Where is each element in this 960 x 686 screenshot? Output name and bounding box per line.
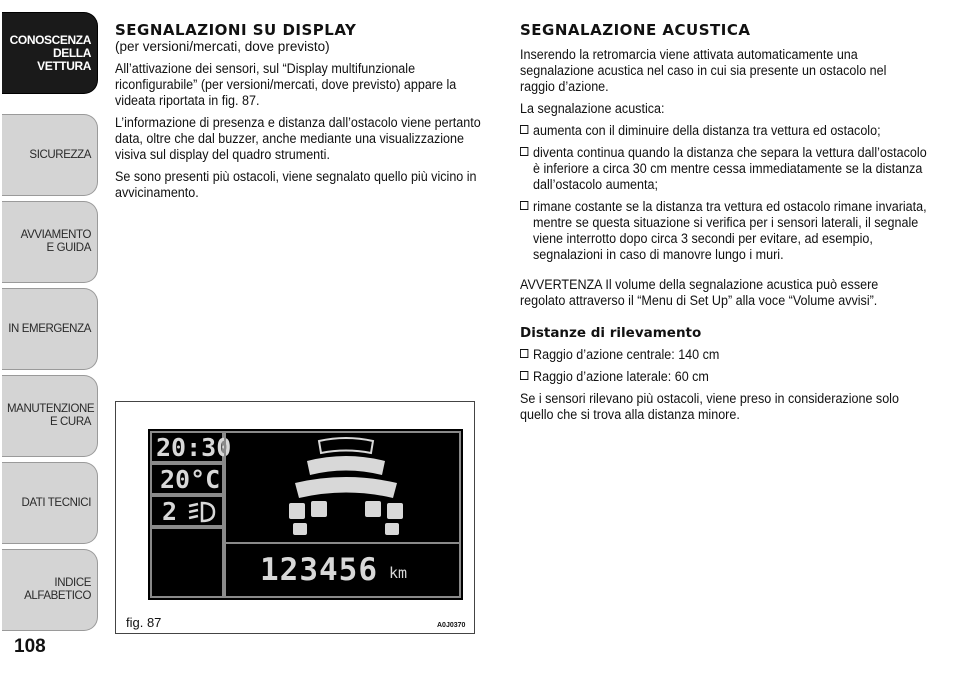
list-item-text: aumenta con il diminuire della distanza tra vettura ed ostacolo; <box>533 123 881 138</box>
checkbox-bullet-icon <box>520 349 528 358</box>
section-heading-display: SEGNALAZIONI SU DISPLAY <box>115 21 357 39</box>
page-number: 108 <box>14 636 46 657</box>
tab-conoscenza-della-vettura[interactable] <box>2 12 98 94</box>
headlight-icon <box>186 500 216 524</box>
tab-label: INDICE ALFABETICO <box>24 577 91 602</box>
list-item-text: Raggio d’azione centrale: 140 cm <box>533 347 720 362</box>
time-cell <box>150 431 232 463</box>
warning-note: AVVERTENZA Il volume della segnalazione acustica può essere regolato attraverso il “Menu di Set Up” alla voce “Volume avvisi”. <box>520 277 879 308</box>
list-item-text: Raggio d’azione laterale: 60 cm <box>533 369 709 384</box>
subheading-distances: Distanze di rilevamento <box>520 325 702 341</box>
temperature-cell <box>150 463 224 495</box>
paragraph: Se i sensori rilevano più ostacoli, viene preso in considerazione solo quello che si trova alla distanza minore. <box>520 391 899 422</box>
section-subtitle: (per versioni/mercati, dove previsto) <box>115 39 330 54</box>
tab-label: MANUTENZIONE E CURA <box>7 403 95 428</box>
tab-label: AVVIAMENTO E GUIDA <box>20 229 91 254</box>
paragraph: Se sono presenti più ostacoli, viene segnalato quello più vicino in avvicinamento. <box>115 169 477 200</box>
tab-label: DATI TECNICI <box>21 496 91 509</box>
tab-avviamento-e-guida[interactable] <box>2 201 98 283</box>
parking-sensor-arcs-icon <box>281 435 411 540</box>
checkbox-bullet-icon <box>520 201 528 210</box>
tab-sicurezza[interactable] <box>2 114 98 196</box>
paragraph: La segnalazione acustica: <box>520 101 665 116</box>
temperature-readout: 20°C <box>160 465 221 494</box>
left-column <box>115 0 495 201</box>
instrument-display <box>148 429 463 600</box>
right-column <box>520 0 927 423</box>
list-item-text: diventa continua quando la distanza che separa la vettura dall’ostacolo è inferiore a circa 30 cm mentre cessa immediatamente se la distanza dall’ostacolo aumenta; <box>533 145 927 192</box>
checkbox-bullet-icon <box>520 371 528 380</box>
tab-manutenzione-e-cura[interactable] <box>2 375 98 457</box>
figure-code: A0J0370 <box>437 622 466 629</box>
empty-cell <box>150 527 224 598</box>
list-item <box>520 145 931 193</box>
odometer-unit: km <box>389 564 408 582</box>
sidebar-nav <box>0 0 100 686</box>
paragraph: L’informazione di presenza e distanza dall’ostacolo viene pertanto data, oltre che dal buzzer, anche mediante una visualizzazione visiva sul display del quadro strumenti. <box>115 115 481 162</box>
tab-indice-alfabetico[interactable] <box>2 549 98 631</box>
list-item <box>520 123 931 139</box>
checkbox-bullet-icon <box>520 147 528 156</box>
list-item <box>520 369 931 385</box>
sensor-cell <box>224 431 461 542</box>
odometer-readout: 123456 <box>260 552 378 588</box>
tab-label: IN EMERGENZA <box>8 322 91 335</box>
checkbox-bullet-icon <box>520 125 528 134</box>
list-item <box>520 199 931 263</box>
section-heading-acoustic: SEGNALAZIONE ACUSTICA <box>520 21 751 39</box>
odometer-cell <box>224 542 461 598</box>
paragraph: Inserendo la retromarcia viene attivata automaticamente una segnalazione acustica nel caso in cui sia presente un ostacolo nel raggio d’azione. <box>520 47 887 94</box>
tab-in-emergenza[interactable] <box>2 288 98 370</box>
gear-readout: 2 <box>162 497 178 526</box>
list-item <box>520 347 931 363</box>
tab-label: SICUREZZA <box>29 148 91 161</box>
tab-label: CONOSCENZA DELLA VETTURA <box>9 32 91 73</box>
time-readout: 20:30 <box>156 433 232 462</box>
gear-cell <box>150 495 224 527</box>
paragraph: All’attivazione dei sensori, sul “Display multifunzionale riconfigurabile” (per versioni/mercati, dove previsto) appare la videata riportata in fig. 87. <box>115 61 457 108</box>
figure-caption: fig. 87 <box>126 615 162 630</box>
tab-dati-tecnici[interactable] <box>2 462 98 544</box>
list-item-text: rimane costante se la distanza tra vettura ed ostacolo rimane invariata, mentre se questa situazione si verifica per i sensori laterali, il segnale viene interrotto dopo circa 3 secondi per evitare, ad esempio, segnalazioni in caso di manovre lungo i muri. <box>533 199 927 262</box>
